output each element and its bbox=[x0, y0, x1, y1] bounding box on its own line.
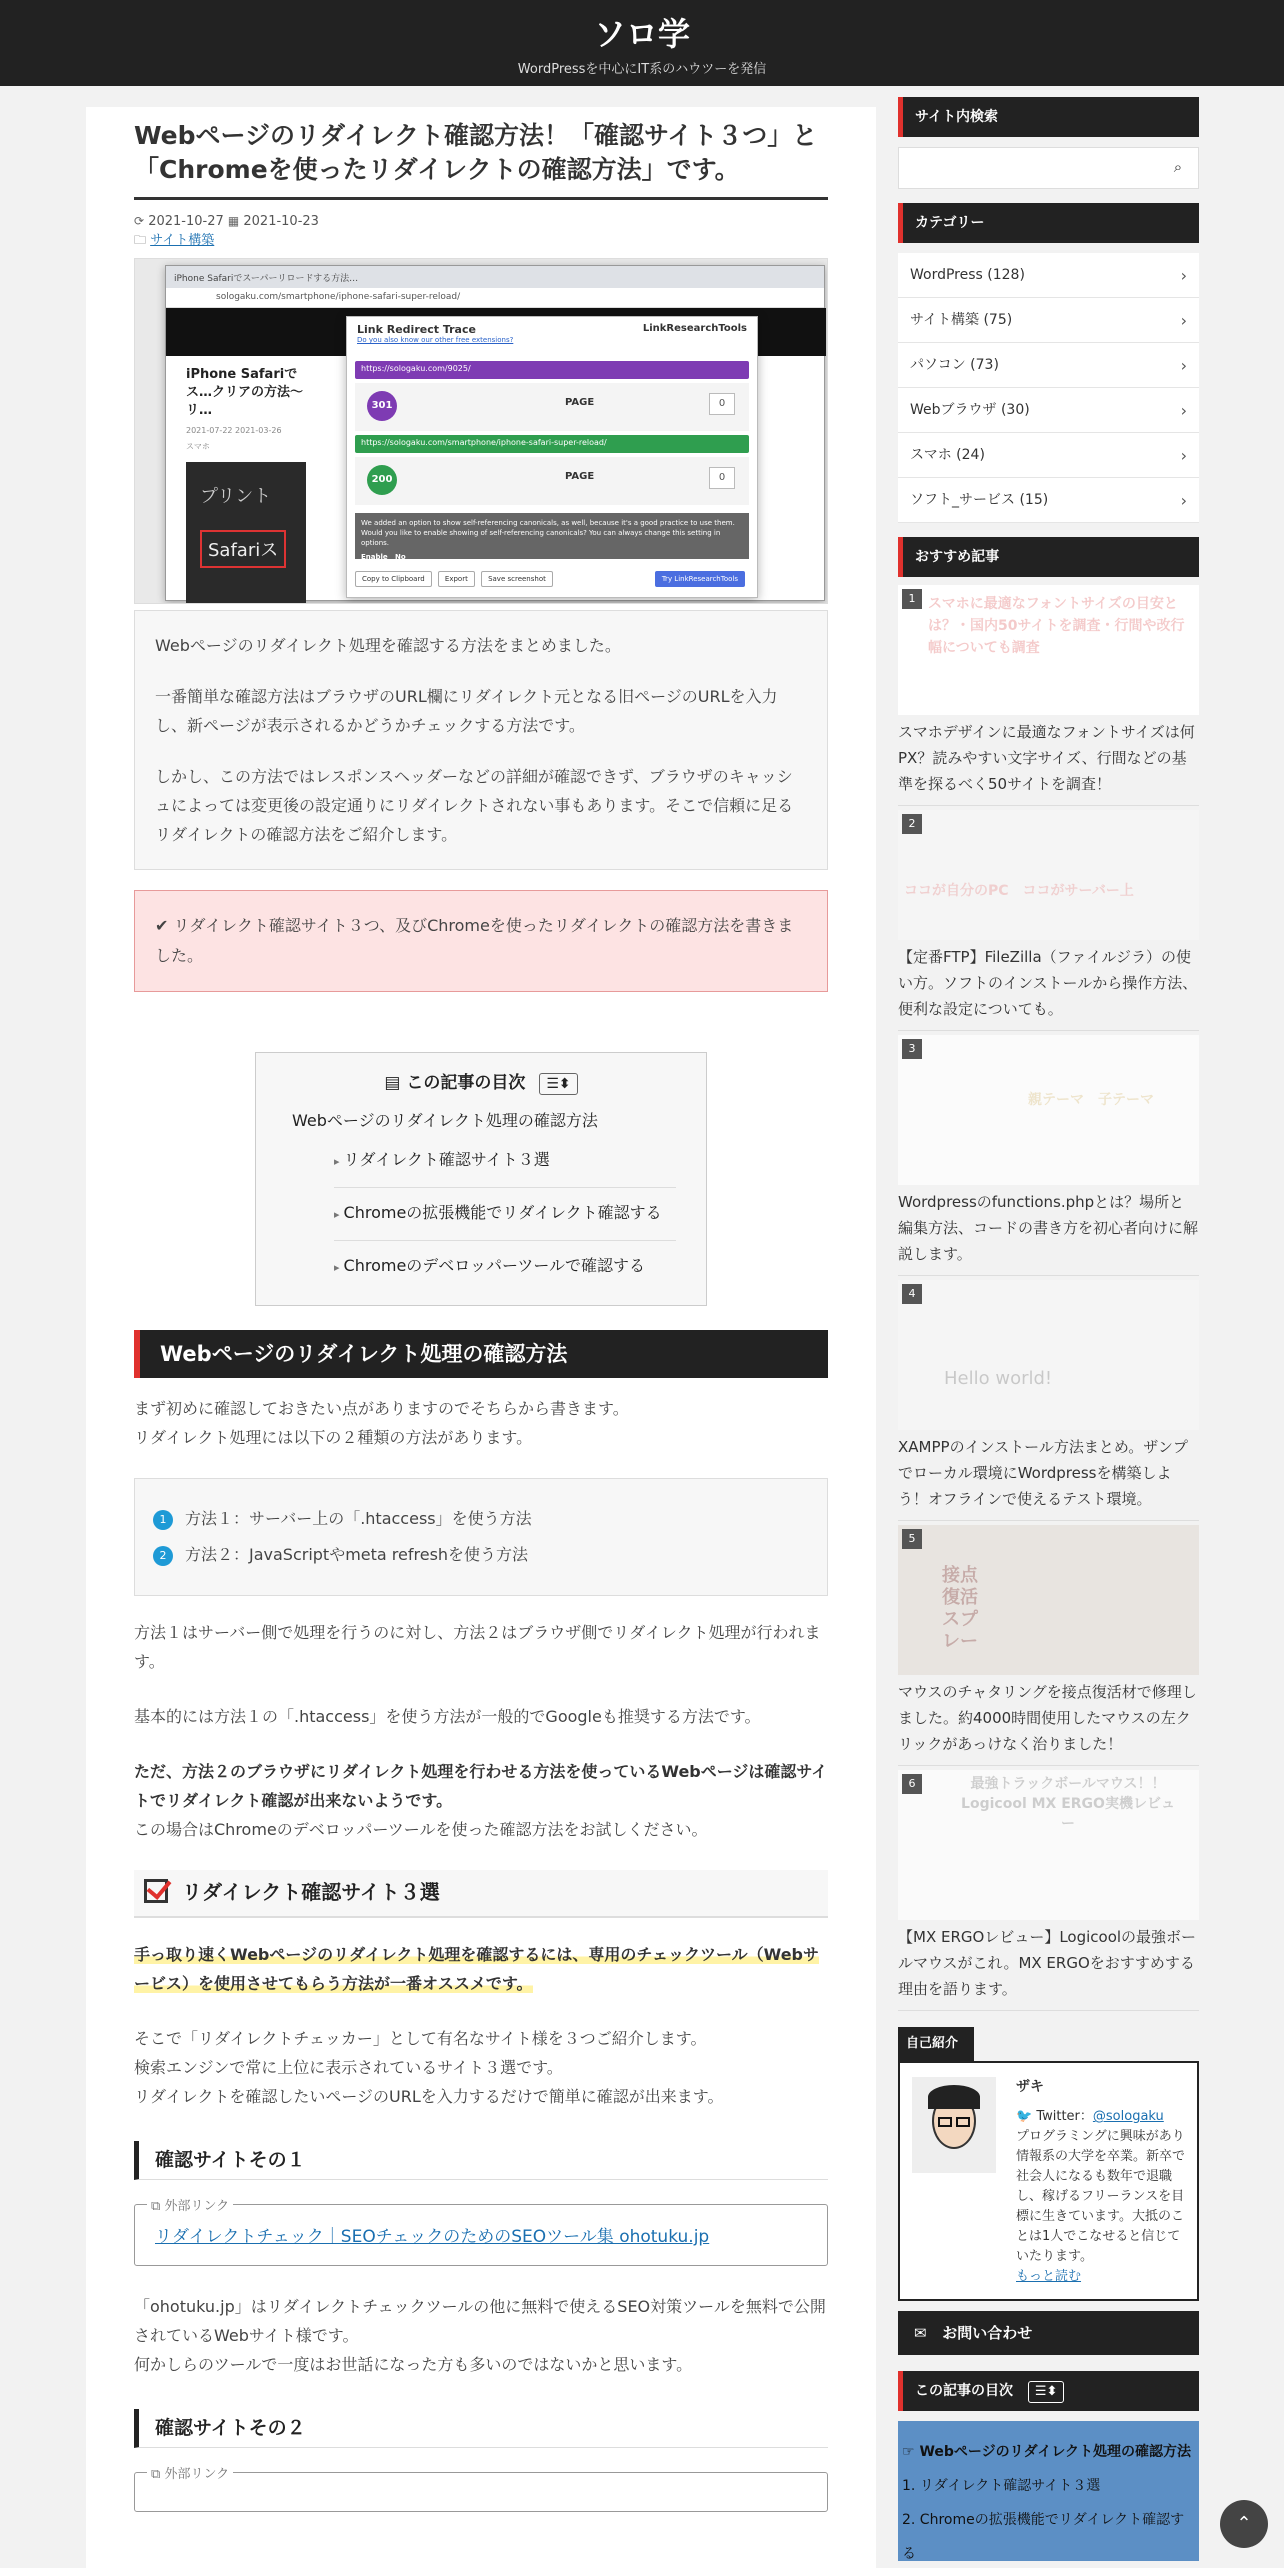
status-301: 301 bbox=[367, 391, 397, 421]
external-link-label bbox=[147, 2195, 233, 2214]
category-item[interactable]: Webブラウザ (30) › bbox=[898, 388, 1199, 433]
recommended-item[interactable] bbox=[898, 1770, 1199, 2011]
search-input[interactable] bbox=[898, 147, 1199, 189]
twitter-link[interactable]: @sologaku bbox=[1092, 2109, 1164, 2124]
browser-url: sologaku.com/smartphone/iphone-safari-super-reload/ bbox=[166, 288, 824, 308]
back-to-top-button[interactable] bbox=[1220, 2500, 1268, 2548]
modified-date: 2021-10-27 bbox=[148, 214, 224, 229]
page-title: iPhone Safariでス…クリアの方法〜リ… bbox=[186, 367, 304, 418]
export-button: Export bbox=[438, 571, 475, 587]
paragraph: 方法１はサーバー側で処理を行うのに対し、方法２はブラウザ側でリダイレクト処理が行われます。 bbox=[134, 1623, 821, 1671]
twitter-label: Twitter： bbox=[1036, 2109, 1093, 2124]
subsection-heading-text: リダイレクト確認サイト３選 bbox=[182, 1880, 440, 1904]
profile-bio: プログラミングに興味があり情報系の大学を卒業。新卒で社会人になるも数年で退職し、稼げるフリーランスを目標に生きています。大抵のことは1人でこなせると信じていたります。 bbox=[1016, 2129, 1186, 2264]
status-200: 200 bbox=[367, 465, 397, 495]
extension-header bbox=[347, 317, 757, 357]
profile-widget-title: 自己紹介 bbox=[898, 2027, 974, 2061]
alert-box bbox=[134, 890, 828, 992]
paragraph-marker bbox=[134, 1940, 828, 1998]
extension-sub: Do you also know our other free extensions? bbox=[357, 336, 514, 344]
extension-footer bbox=[355, 571, 749, 589]
profile-twitter bbox=[1016, 2107, 1186, 2127]
paragraph-bold: ただ、方法２のブラウザにリダイレクト処理を行わせる方法を使っているWebページは確認サイトでリダイレクト確認が出来ないようです。 bbox=[134, 1762, 828, 1810]
chevron-up-icon: ⌃ bbox=[1236, 2513, 1252, 2534]
list-item bbox=[153, 1501, 809, 1537]
thumbnail-text: スマホに最適なフォントサイズの目安とは？・国内50サイトを調査・行間や改行幅についても調査 bbox=[928, 596, 1185, 656]
profile-name: ザキ bbox=[1016, 2079, 1044, 2095]
thumbnail-text: 親テーマ 子テーマ bbox=[1028, 1092, 1154, 1108]
search-widget-title: サイト内検索 bbox=[898, 97, 1199, 137]
sidebar bbox=[898, 97, 1199, 2561]
rank-badge: 4 bbox=[902, 1284, 922, 1304]
contact-label: お問い合わせ bbox=[942, 2324, 1033, 2342]
external-link-icon: ⧉ bbox=[151, 2199, 161, 2214]
recommended-thumbnail[interactable] bbox=[898, 1035, 1199, 1185]
sidebar-toc-toggle[interactable]: ☰⬍ bbox=[1028, 2381, 1065, 2403]
copy-button: Copy to Clipboard bbox=[355, 571, 432, 587]
recommended-widget-title: おすすめ記事 bbox=[898, 537, 1199, 577]
sidebar-toc-title-text: この記事の目次 bbox=[915, 2383, 1013, 2399]
no-link: No bbox=[394, 553, 406, 561]
category-item[interactable]: WordPress (128) › bbox=[898, 253, 1199, 298]
toc-item-h2[interactable]: Webページのリダイレクト処理の確認方法 bbox=[292, 1111, 598, 1130]
list-item bbox=[153, 1537, 809, 1573]
extension-brand: LinkResearchTools bbox=[642, 323, 747, 334]
note-text: We added an option to show self-referencing canonicals, as well, because it's a good practice to use them. Would you like to enable showing of self-referencing canonicals? You can always change this setting in options. bbox=[361, 519, 735, 547]
search-icon[interactable]: ⌕ bbox=[1173, 158, 1183, 176]
intro-paragraph: しかし、この方法ではレスポンスヘッダーなどの詳細が確認できず、ブラウザのキャッシュによっては変更後の設定通りにリダイレクトされない事もあります。そこで信頼に足るリダイレクトの確認方法をご紹介します。 bbox=[155, 767, 794, 844]
rank-badge: 3 bbox=[902, 1039, 922, 1059]
recommended-item[interactable] bbox=[898, 1035, 1199, 1276]
browser-tab: iPhone Safariでスーパーリロードする方法… bbox=[166, 266, 824, 288]
external-link-box bbox=[134, 2467, 828, 2512]
recommended-item[interactable] bbox=[898, 585, 1199, 806]
category-widget-title: カテゴリー bbox=[898, 203, 1199, 243]
recommended-title[interactable]: XAMPPのインストール方法まとめ。ザンプでローカル環境にWordpressを構築しよう！オフラインで使えるテスト環境。 bbox=[898, 1430, 1199, 1521]
number-badge: 1 bbox=[153, 1510, 173, 1530]
redirect-detail-1 bbox=[355, 383, 749, 431]
profile-widget bbox=[898, 2027, 1199, 2301]
enable-link: Enable bbox=[361, 553, 388, 561]
rank-badge: 5 bbox=[902, 1529, 922, 1549]
recommended-title[interactable]: 【定番FTP】FileZilla（ファイルジラ）の使い方。ソフトのインストールから操作方法、便利な設定についても。 bbox=[898, 940, 1199, 1031]
page-image bbox=[186, 462, 306, 604]
recommended-thumbnail[interactable] bbox=[898, 585, 1199, 715]
list-item-text: 方法２：JavaScriptやmeta refreshを使う方法 bbox=[185, 1545, 529, 1564]
alert-text: リダイレクト確認サイト３つ、及びChromeを使ったリダイレクトの確認方法を書きました。 bbox=[155, 916, 794, 965]
paragraph-line: そこで「リダイレクトチェッカー」として有名なサイト様を３つご紹介します。 bbox=[134, 2029, 707, 2048]
rank-badge: 2 bbox=[902, 814, 922, 834]
intro-paragraph: 一番簡単な確認方法はブラウザのURL欄にリダイレクト元となる旧ページのURLを入力し、新ページが表示されるかどうかチェックする方法です。 bbox=[155, 687, 778, 735]
recommended-item[interactable] bbox=[898, 1280, 1199, 1521]
sidebar-toc-item[interactable]: 2. Chromeの拡張機能でリダイレクト確認する bbox=[902, 2512, 1185, 2562]
site-description: WordPressを中心にIT系のハウツーを発信 bbox=[517, 62, 767, 77]
sidebar-toc bbox=[898, 2421, 1199, 2561]
checkbox-icon bbox=[144, 1879, 168, 1903]
page-category: スマホ bbox=[186, 442, 210, 451]
profile-text bbox=[1016, 2077, 1186, 2287]
external-link-label-text: 外部リンク bbox=[164, 2199, 230, 2214]
redirect-detail-2 bbox=[355, 457, 749, 505]
category-item[interactable]: パソコン (73) › bbox=[898, 343, 1199, 388]
number-badge: 2 bbox=[153, 1546, 173, 1566]
rank-badge: 1 bbox=[902, 589, 922, 609]
thumbnail-text: Hello world! bbox=[944, 1368, 1053, 1389]
extension-name: Link Redirect Trace bbox=[357, 323, 476, 336]
avatar bbox=[912, 2077, 996, 2173]
minor-heading: 確認サイトその１ bbox=[134, 2141, 828, 2180]
redirect-row-2: https://sologaku.com/smartphone/iphone-safari-super-reload/ bbox=[355, 435, 749, 453]
sidebar-toc-item[interactable] bbox=[902, 2435, 1195, 2469]
recommended-list bbox=[898, 585, 1199, 2011]
category-item[interactable]: サイト構築 (75) › bbox=[898, 298, 1199, 343]
page-image-box: Safariス bbox=[200, 530, 286, 568]
page-content bbox=[186, 366, 306, 596]
page-label-1: PAGE bbox=[565, 397, 595, 408]
recommended-thumbnail[interactable] bbox=[898, 810, 1199, 940]
category-link[interactable]: サイト構築 bbox=[150, 233, 215, 248]
folder-icon: 🗀 bbox=[134, 233, 147, 247]
paragraph-line: 検索エンジンで常に上位に表示されているサイト３選です。 bbox=[134, 2058, 563, 2077]
sidebar-toc-item-text: Webページのリダイレクト処理の確認方法 bbox=[919, 2444, 1192, 2460]
extension-note bbox=[355, 513, 749, 559]
recommended-title[interactable]: スマホデザインに最適なフォントサイズは何PX？読みやすい文字サイズ、行間などの基準を探るべく50サイトを調査！ bbox=[898, 715, 1199, 806]
recommended-title[interactable]: Wordpressのfunctions.phpとは？場所と編集方法、コードの書き方を初心者向けに解説します。 bbox=[898, 1185, 1199, 1276]
rank-badge: 6 bbox=[902, 1774, 922, 1794]
calendar-icon: ▦ bbox=[227, 214, 240, 228]
methods-list bbox=[134, 1478, 828, 1596]
hand-icon: ☞ bbox=[902, 2444, 915, 2460]
redirect-row-1: https://sologaku.com/9025/ bbox=[355, 361, 749, 379]
paragraph-line: リダイレクトを確認したいページのURLを入力するだけで簡単に確認が出来ます。 bbox=[134, 2087, 724, 2106]
document-icon: ▤ bbox=[384, 1073, 401, 1093]
paragraph-line: 何かしらのツールで一度はお世話になった方も多いのではないかと思います。 bbox=[134, 2355, 693, 2374]
site-header bbox=[0, 0, 1284, 86]
thumbnail-text: 接点復活スプレー bbox=[942, 1565, 978, 1652]
recommended-item[interactable] bbox=[898, 810, 1199, 1031]
thumbnail-text: 最強トラックボールマウス！！Logicool MX ERGO実機レビュー bbox=[961, 1776, 1175, 1832]
external-link[interactable]: リダイレクトチェック｜SEOチェックのためのSEOツール集 ohotuku.jp bbox=[155, 2227, 710, 2247]
toc-item-h3[interactable]: ▸ リダイレクト確認サイト３選 bbox=[334, 1135, 676, 1188]
eyecatch-image bbox=[134, 258, 828, 604]
recommended-thumbnail[interactable] bbox=[898, 1770, 1199, 1920]
screenshot-button: Save screenshot bbox=[481, 571, 553, 587]
article-meta bbox=[134, 212, 828, 250]
toc-item-h3[interactable]: ▸ Chromeの拡張機能でリダイレクト確認する bbox=[334, 1188, 676, 1241]
article-title: Webページのリダイレクト確認方法！「確認サイト３つ」と「Chromeを使ったリダイレクトの確認方法」です。 bbox=[134, 119, 828, 200]
check-circle-icon: ✔ bbox=[155, 916, 169, 935]
marker-text: 手っ取り速くWebページのリダイレクト処理を確認するには、専用のチェックツール（Webサービス）を使用させてもらう方法が一番オススメです。 bbox=[134, 1945, 820, 1993]
extension-popup bbox=[346, 316, 758, 598]
category-list bbox=[898, 253, 1199, 523]
mail-icon: ✉ bbox=[914, 2324, 927, 2342]
twitter-icon: 🐦 bbox=[1016, 2109, 1033, 2124]
sidebar-toc-title bbox=[898, 2371, 1199, 2411]
published-date: 2021-10-23 bbox=[243, 214, 319, 229]
paragraph-line: 「ohotuku.jp」はリダイレクトチェックツールの他に無料で使えるSEO対策ツールを無料で公開されているWebサイト様です。 bbox=[134, 2297, 826, 2345]
main-content bbox=[86, 107, 876, 2568]
recommended-title[interactable]: マウスのチャタリングを接点復活材で修理しました。約4000時間使用したマウスの左クリックがあっけなく治りました！ bbox=[898, 1675, 1199, 1766]
thumbnail-text: ココが自分のPC ココがサーバー上 bbox=[904, 883, 1134, 899]
intro-paragraph: Webページのリダイレクト処理を確認する方法をまとめました。 bbox=[155, 636, 621, 655]
article bbox=[134, 119, 828, 2512]
contact-button[interactable] bbox=[898, 2311, 1199, 2355]
zero-box-1: 0 bbox=[709, 393, 735, 415]
recommended-item[interactable] bbox=[898, 1525, 1199, 1766]
minor-heading: 確認サイトその２ bbox=[134, 2409, 828, 2448]
paragraph bbox=[134, 2292, 828, 2379]
page-image-text: プリント bbox=[200, 486, 272, 507]
toc-title-text: この記事の目次 bbox=[406, 1073, 526, 1093]
sidebar-toc-item[interactable]: 1. リダイレクト確認サイト３選 bbox=[902, 2478, 1101, 2494]
toc-toggle-button[interactable]: ☰⬍ bbox=[539, 1073, 577, 1095]
try-button: Try LinkResearchTools bbox=[655, 571, 745, 587]
paragraph-line: リダイレクト処理には以下の２種類の方法があります。 bbox=[134, 1428, 533, 1447]
paragraph bbox=[134, 1394, 828, 1452]
recommended-thumbnail[interactable] bbox=[898, 1280, 1199, 1430]
paragraph: 基本的には方法１の「.htaccess」を使う方法が一般的でGoogleも推奨する方法です。 bbox=[134, 1707, 761, 1726]
external-link-box bbox=[134, 2199, 828, 2266]
recommended-title[interactable]: 【MX ERGOレビュー】Logicoolの最強ボールマウスがこれ。MX ERGOをおすすめする理由を語ります。 bbox=[898, 1920, 1199, 2011]
subsection-heading bbox=[134, 1870, 828, 1918]
external-link-icon: ⧉ bbox=[151, 2467, 161, 2482]
recommended-thumbnail[interactable] bbox=[898, 1525, 1199, 1675]
screenshot-browser bbox=[165, 265, 825, 601]
paragraph: この場合はChromeのデベロッパーツールを使った確認方法をお試しください。 bbox=[134, 1820, 708, 1839]
external-link-label-text: 外部リンク bbox=[164, 2467, 230, 2482]
toc-item-h3[interactable]: ▸ Chromeのデベロッパーツールで確認する bbox=[334, 1241, 676, 1293]
external-link-label bbox=[147, 2463, 233, 2482]
toc-title bbox=[274, 1069, 688, 1097]
category-item[interactable]: スマホ (24) › bbox=[898, 433, 1199, 478]
intro-box bbox=[134, 610, 828, 870]
refresh-icon: ⟳ bbox=[134, 214, 145, 228]
read-more-link[interactable]: もっと読む bbox=[1016, 2269, 1082, 2284]
section-heading: Webページのリダイレクト処理の確認方法 bbox=[134, 1330, 828, 1378]
zero-box-2: 0 bbox=[709, 467, 735, 489]
site-title[interactable]: ソロ学 bbox=[593, 15, 690, 53]
category-item[interactable]: ソフト_サービス (15) › bbox=[898, 478, 1199, 523]
paragraph-line: まず初めに確認しておきたい点がありますのでそちらから書きます。 bbox=[134, 1399, 629, 1418]
paragraph bbox=[134, 2024, 828, 2111]
page-label-2: PAGE bbox=[565, 471, 595, 482]
list-item-text: 方法１：サーバー上の「.htaccess」を使う方法 bbox=[185, 1509, 532, 1528]
page-date: 2021-07-22 2021-03-26 bbox=[186, 426, 282, 435]
profile-card bbox=[898, 2061, 1199, 2301]
table-of-contents bbox=[255, 1052, 707, 1306]
